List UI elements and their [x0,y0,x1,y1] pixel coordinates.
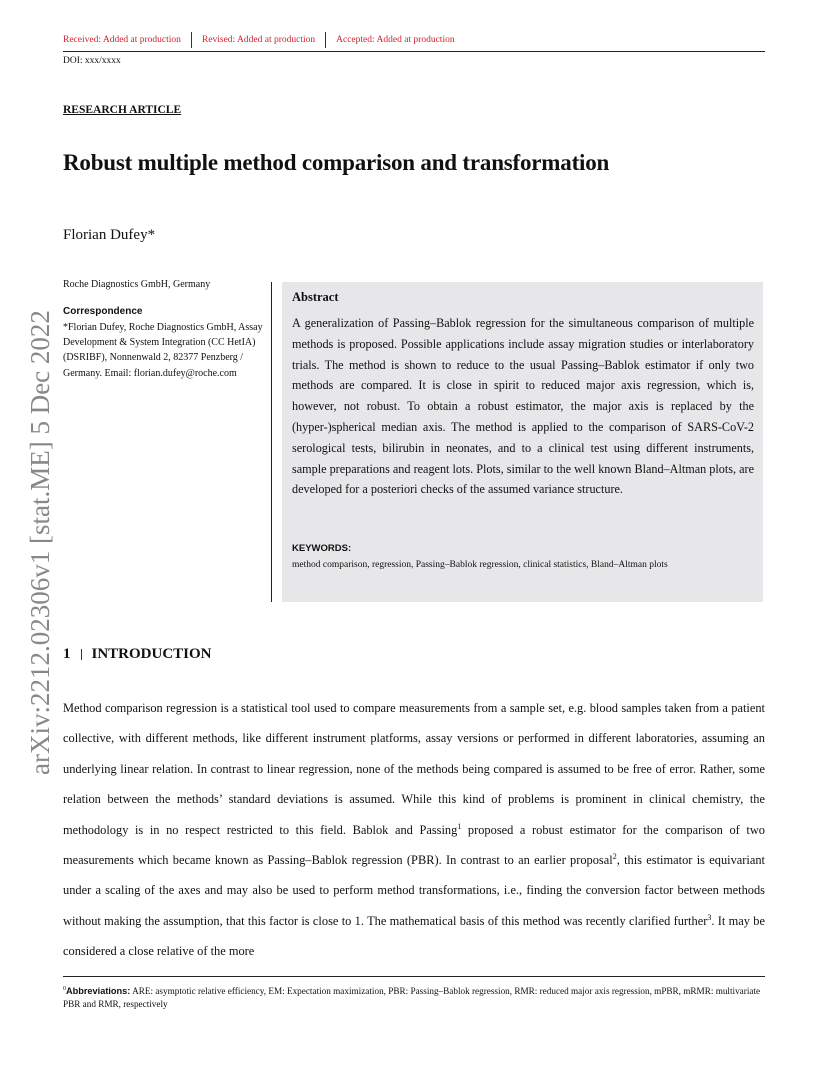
correspondence-heading: Correspondence [63,306,143,317]
column-divider [271,282,272,602]
arxiv-stamp: arXiv:2212.02306v1 [stat.ME] 5 Dec 2022 [25,310,55,775]
footnote [63,983,765,1011]
section-separator [81,649,82,660]
history-separator [325,32,326,48]
header-rule [63,51,765,52]
correspondence-text: *Florian Dufey, Roche Diagnostics GmbH, Assay Development & System Integration (CC HetIA) (DSRIBF), Nonnenwald 2, 82377 Penzberg / Germany. Email: florian.dufey@roche.com [63,322,263,379]
introduction-paragraph [63,693,765,967]
footnote-mark: 0 [63,986,66,992]
article-history [63,35,455,48]
citation-ref[interactable]: 2 [612,851,617,861]
section-heading [63,646,212,663]
section-title: INTRODUCTION [91,646,212,662]
abstract-text: A generalization of Passing–Bablok regression for the simultaneous comparison of multiple methods is proposed. Possible applications include assay migration studies or interlaboratory trials. The method is shown to reduce to the usual Passing–Bablok estimator if only two methods are compared. It is close in spirit to reduced major axis regression, which is, however, not robust. To obtain a robust estimator, the major axis is replaced by the (hyper-)spherical median axis. The method is applied to the comparison of SARS-CoV-2 serological tests, bilirubin in neonates, and to a clinical test using different instruments, sample preparations and reagent lots. Plots, similar to the well known Bland–Altman plots, are developed for a posteriori checks of the assumed variance structure. [292,316,754,497]
accepted-date: Accepted: Added at production [336,35,455,45]
footnote-text: ARE: asymptotic relative efficiency, EM: Expectation maximization, PBR: Passing–Bablok regression, RMR: reduced major axis regression, mPBR, mRMR: multivariate PBR and RMR, respectively [63,986,761,1010]
keywords-heading: KEYWORDS: [292,543,352,554]
body-text-part: proposed a robust estimator for the comparison of two measurements which became known as Passing–Bablok regression (PBR). In contrast to an earlier proposal [63,822,765,868]
received-date: Received: Added at production [63,35,181,45]
citation-ref[interactable]: 1 [457,821,462,831]
article-type: RESEARCH ARTICLE [63,104,182,116]
revised-date: Revised: Added at production [201,35,316,45]
author-name: Florian Dufey* [63,227,156,243]
body-text-part: Method comparison regression is a statistical tool used to compare measurements from a sample set, e.g. blood samples taken from a patient collective, with different methods, like different instrument platforms, assay versions or performed in different laboratories, assuming an underlying linear relation. In contrast to linear regression, none of the methods being compared is assumed to be free of error. Rather, some relation between the methods’ standard deviations is assumed. While this kind of problems is prominent in clinical chemistry, the methodology is in no respect restricted to this field. Bablok and Passing [63,701,765,837]
affiliation: Roche Diagnostics GmbH, Germany [63,279,211,290]
paper-title: Robust multiple method comparison and transformation [63,150,610,175]
body-text-part: . It may be considered a close relative of the more [63,913,765,959]
abstract-heading: Abstract [292,290,339,304]
footnote-rule [63,976,765,977]
history-separator [191,32,192,48]
section-number: 1 [63,646,71,662]
keywords-text: method comparison, regression, Passing–Bablok regression, clinical statistics, Bland–Altman plots [292,560,668,570]
citation-ref[interactable]: 3 [707,912,712,922]
doi: DOI: xxx/xxxx [63,56,121,66]
body-text-part: , this estimator is equivariant under a scaling of the axes and may also be used to perform method transformations, i.e., finding the conversion factor between methods without making the assumption, that this factor is close to 1. The mathematical basis of this method was recently clarified further [63,853,765,928]
footnote-label: Abbreviations: [66,986,131,997]
